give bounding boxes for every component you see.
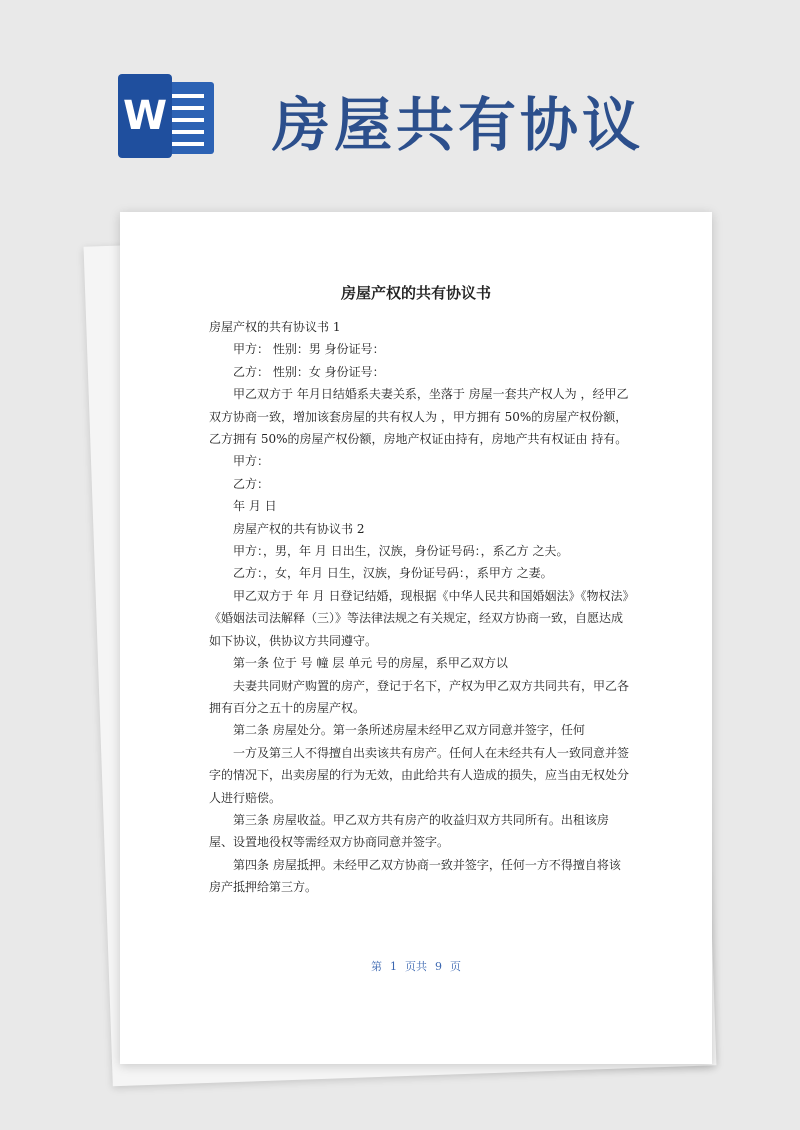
- footer-middle: 页共: [405, 960, 427, 973]
- footer-page-number: 1: [390, 960, 397, 973]
- paragraph: 乙方：，女，年月 日生，汉族，身份证号码：，系甲方 之妻。: [233, 566, 553, 581]
- paragraph: 房屋产权的共有协议书 2: [233, 521, 365, 536]
- word-document-icon: [118, 74, 218, 158]
- paragraph: 乙方：: [233, 476, 270, 491]
- paragraph: 夫妻共同财产购置的房产，登记于名下，产权为甲乙双方共同共有，甲乙各拥有百分之五十的房屋产权。: [209, 678, 630, 715]
- banner: [0, 0, 800, 200]
- paragraph: 甲乙双方于 年 月 日登记结婚，现根据《中华人民共和国婚姻法》《物权法》《婚姻法司法解释（三）》等法律法规之有关规定，经双方协商一致，自愿达成如下协议，供协议方共同遵守。: [209, 588, 629, 648]
- paragraph: 房屋产权的共有协议书 1: [209, 320, 341, 334]
- footer-total-pages: 9: [435, 960, 442, 973]
- paragraph: 甲乙双方于 年月日结婚系夫妻关系，坐落于 房屋一套共产权人为 ，经甲乙双方协商一致，增加该套房屋的共有权人为 ，甲方拥有 50%的房屋产权份额，乙方拥有 50%的房屋产权份额，房地产权证由持有，房地产共有权证由 持有。: [209, 387, 629, 447]
- paragraph: 乙方： 性别：女 身份证号：: [233, 364, 385, 379]
- page-footer: [120, 958, 712, 974]
- word-logo-letter: W: [122, 93, 168, 139]
- document-page: [120, 212, 712, 1064]
- paragraph: 第二条 房屋处分。第一条所述房屋未经甲乙双方同意并签字，任何: [233, 723, 585, 738]
- document-title: 房屋产权的共有协议书: [340, 284, 491, 302]
- paragraph: 甲方： 性别：男 身份证号：: [233, 342, 385, 357]
- footer-prefix: 第: [371, 960, 382, 973]
- paragraph: 第四条 房屋抵押。未经甲乙双方协商一致并签字，任何一方不得擅自将该房产抵押给第三方。: [209, 857, 621, 895]
- paragraph: 甲方：，男，年 月 日出生，汉族，身份证号码：，系乙方 之夫。: [233, 544, 569, 559]
- paragraph: 年 月 日: [233, 499, 277, 514]
- banner-title: 房屋共有协议: [272, 91, 645, 159]
- word-badge-icon: [118, 74, 172, 158]
- paragraph: 一方及第三人不得擅自出卖该共有房产。任何人在未经共有人一致同意并签字的情况下，出卖房屋的行为无效，由此给共有人造成的损失，应当由无权处分人进行赔偿。: [209, 745, 630, 805]
- document-body: [209, 316, 629, 899]
- paragraph: 第三条 房屋收益。甲乙双方共有房产的收益归双方共同所有。出租该房屋、设置地役权等需经双方协商同意并签字。: [209, 812, 609, 850]
- footer-suffix: 页: [450, 960, 461, 973]
- paragraph: 第一条 位于 号 幢 层 单元 号的房屋，系甲乙双方以: [233, 656, 508, 671]
- paragraph: 甲方：: [233, 454, 270, 469]
